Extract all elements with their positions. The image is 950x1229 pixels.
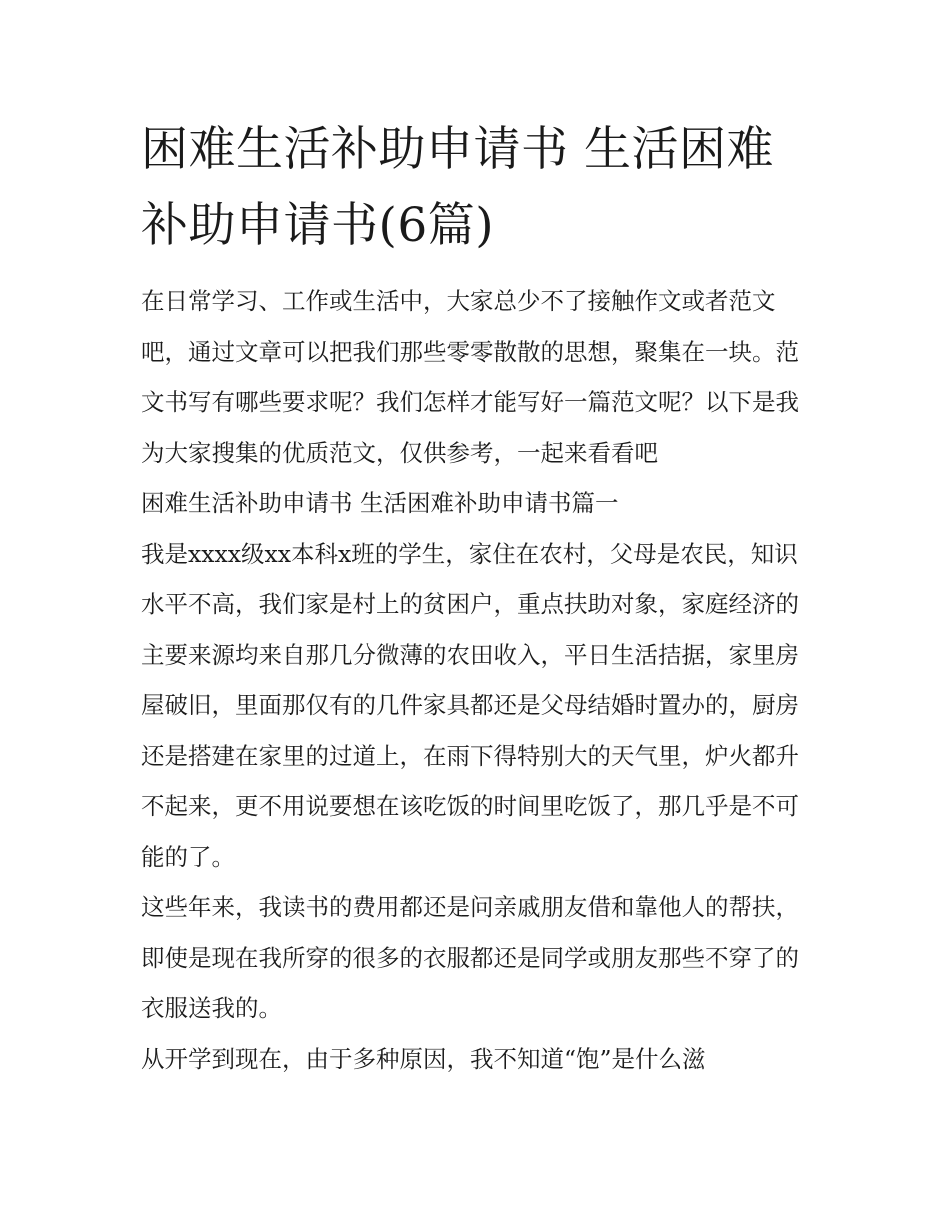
- section-heading: 困难生活补助申请书 生活困难补助申请书篇一: [141, 489, 619, 517]
- intro-paragraph: 在日常学习、工作或生活中，大家总少不了接触作文或者范文吧，通过文章可以把我们那些零零散散的思想，聚集在一块。范文书写有哪些要求呢？我们怎样才能写好一篇范文呢？以下是我为大家搜集的优质范文，仅供参考，一起来看看吧: [141, 287, 799, 467]
- document-title: 困难生活补助申请书 生活困难补助申请书(6篇): [141, 122, 774, 253]
- body-paragraph: 从开学到现在，由于多种原因，我不知道“饱”是什么滋: [141, 1044, 706, 1073]
- body-paragraph: 我是xxxx级xx本科x班的学生，家住在农村，父母是农民，知识水平不高，我们家是村上的贫困户，重点扶助对象，家庭经济的主要来源均来自那几分微薄的农田收入，平日生活拮据，家里房屋破旧，里面那仅有的几件家具都还是父母结婚时置办的，厨房还是搭建在家里的过道上，在雨下得特别大的天气里，炉火都升不起来，更不用说要想在该吃饭的时间里吃饭了，那几乎是不可能的了。: [141, 539, 799, 871]
- body-paragraph: 这些年来，我读书的费用都还是问亲戚朋友借和靠他人的帮扶，即使是现在我所穿的很多的衣服都还是同学或朋友那些不穿了的衣服送我的。: [141, 893, 799, 1022]
- document-body: [141, 276, 821, 1084]
